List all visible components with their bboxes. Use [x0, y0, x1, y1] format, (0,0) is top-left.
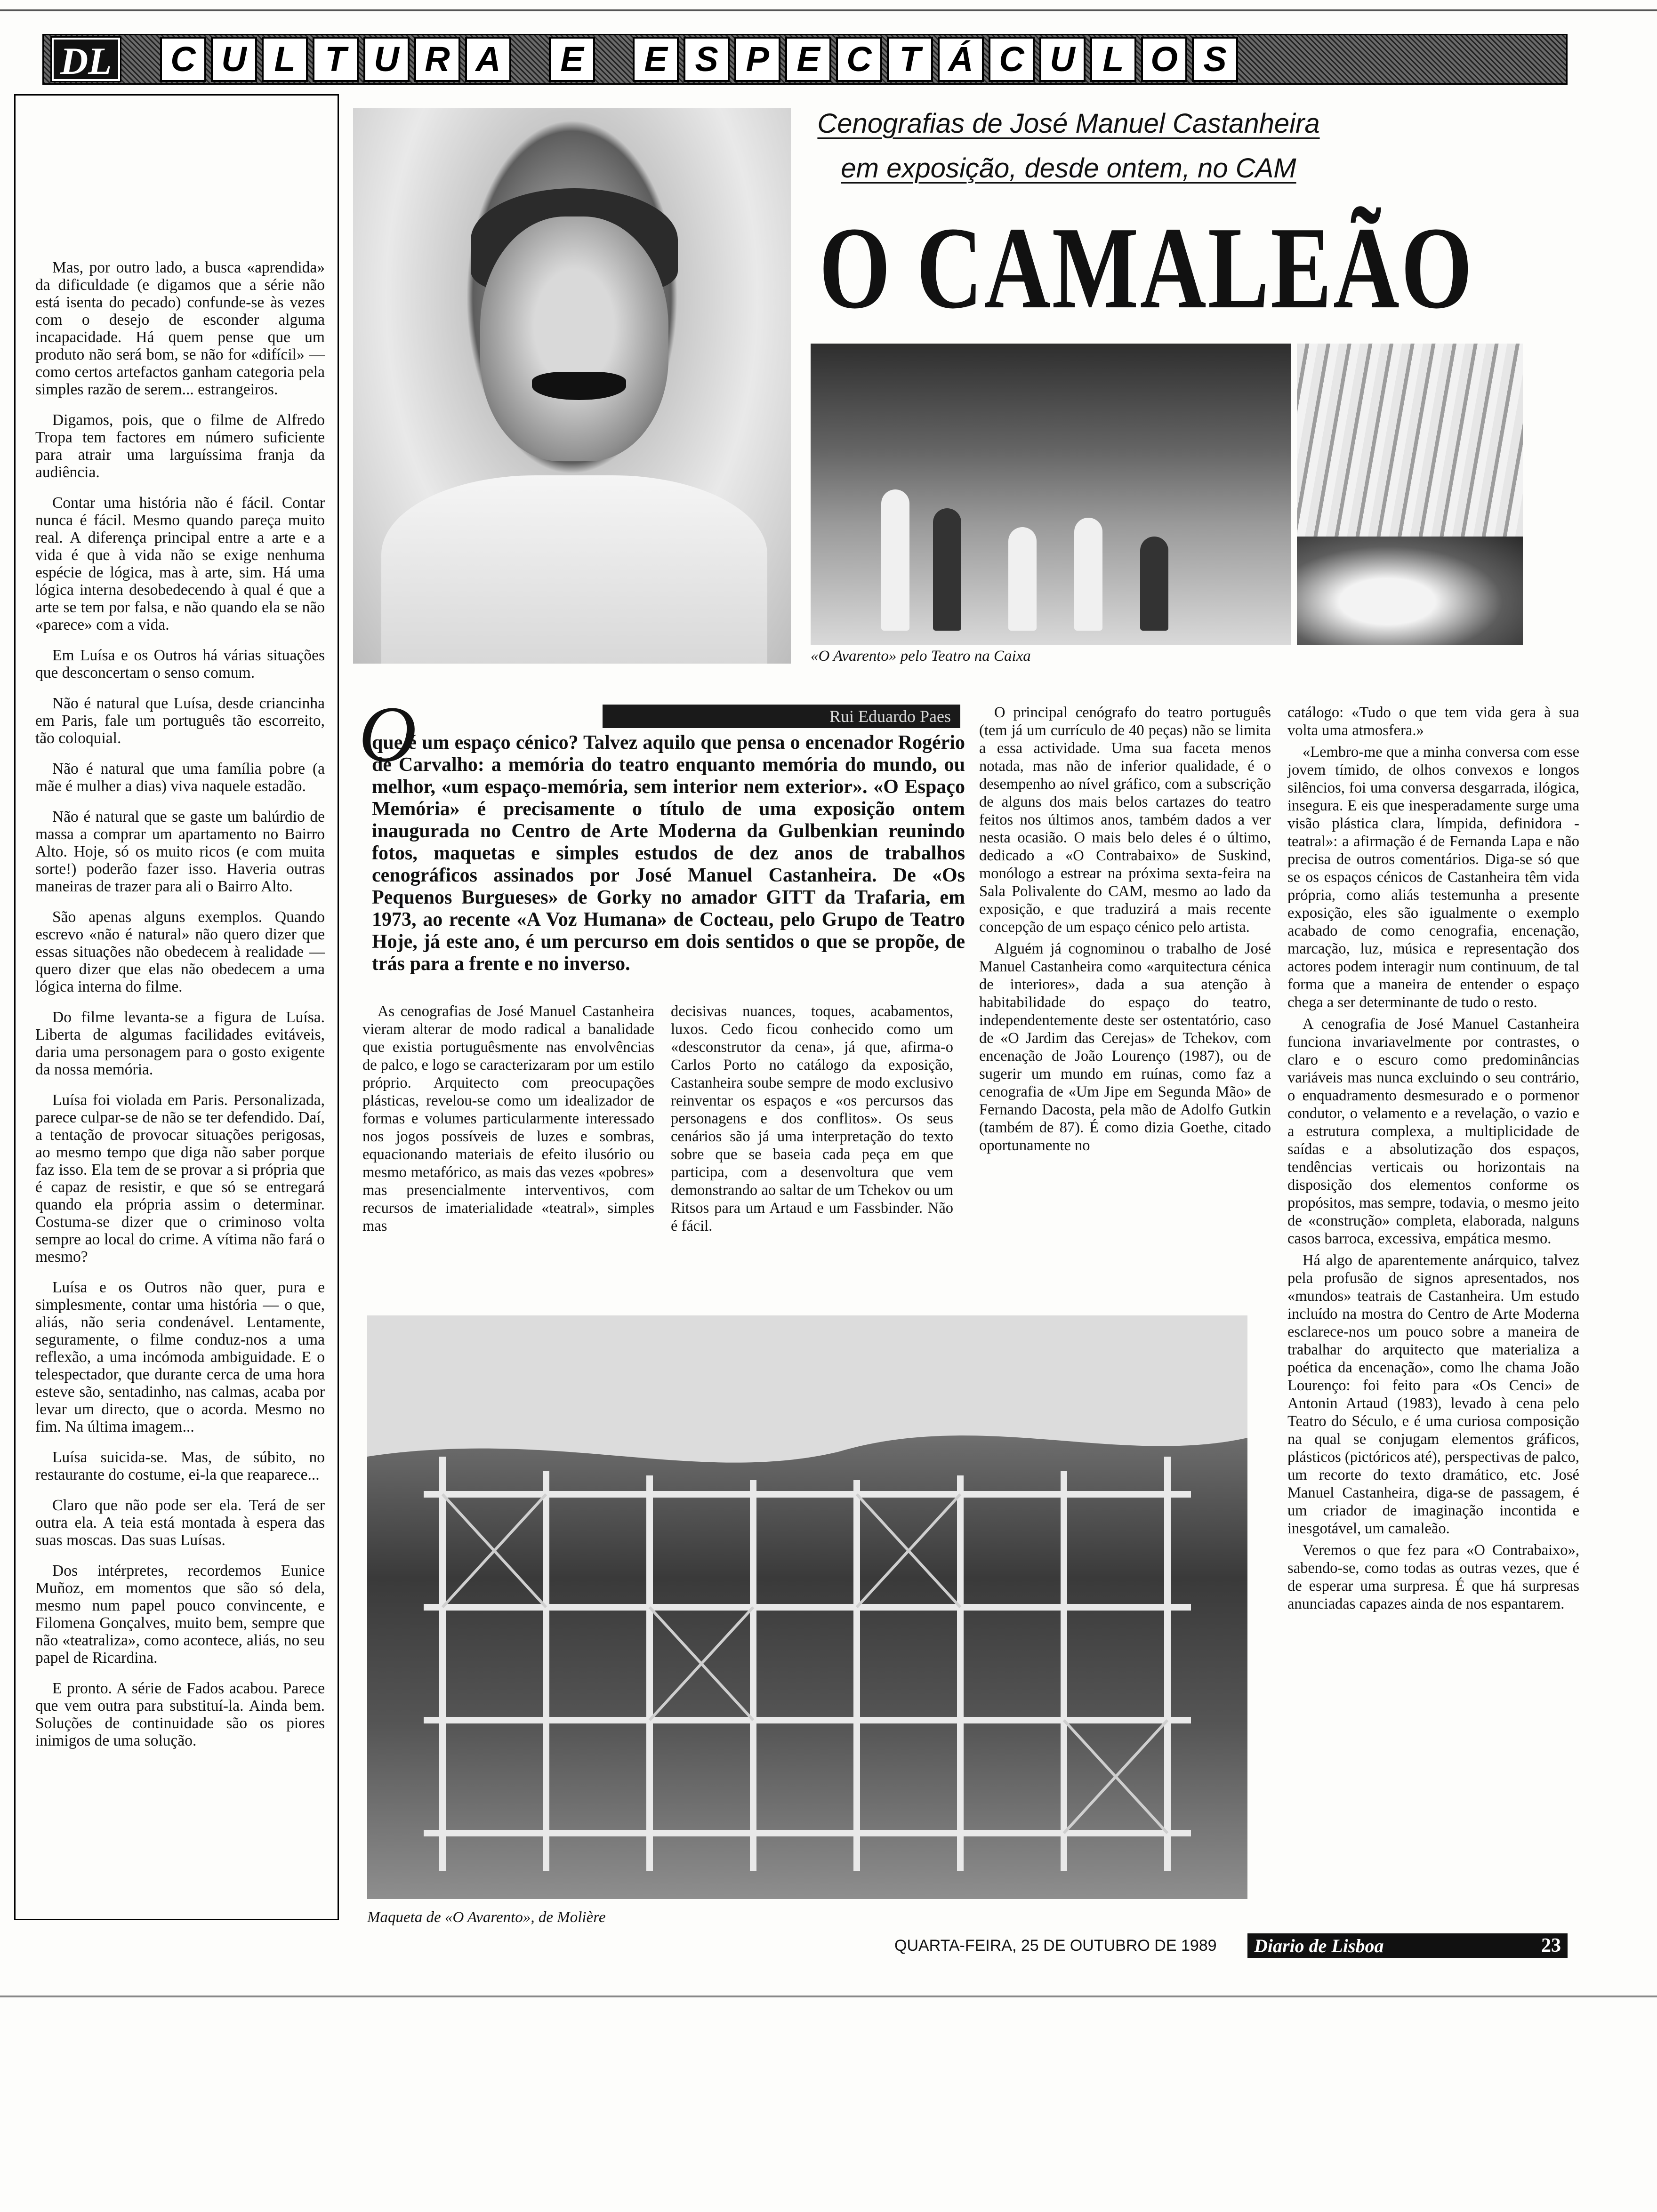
paragraph: O principal cenógrafo do teatro português (tem já um currículo de 40 peças) não se limita a essa actividade. Uma sua faceta menos notada, mas não de inferior qualidade, é o desempenho ao nível gráfico, com a subscrição de alguns dos mais belos cartazes do teatro feitos nos últimos anos, também dados a ver nesta ocasião. O mais belo deles é o último, dedicado a «O Contrabaixo» de Suskind, monólogo a estrear na próxima sexta-feira na Sala Polivalente do CAM, mesmo ao lado da exposição, e que traduzirá a mais recente concepção de um espaço cénico pelo artista.	[979, 704, 1271, 936]
kicker	[810, 101, 1327, 191]
body-column-4	[1287, 704, 1579, 1617]
actor-figure	[1140, 537, 1168, 631]
byline: Rui Eduardo Paes	[603, 705, 960, 728]
actor-figure	[1074, 518, 1102, 631]
section-letter-gap	[516, 37, 544, 82]
section-letter: R	[414, 37, 460, 82]
section-letter: S	[1192, 37, 1238, 82]
section-letter: E	[785, 37, 831, 82]
paragraph: Em Luísa e os Outros há várias situações que desconcertam o senso comum.	[35, 647, 325, 681]
paragraph: Mas, por outro lado, a busca «aprendida» da dificuldade (e digamos que a série não está isenta do pecado) confunde-se às vezes com o desejo de esconder alguma incapacidade. Há quem pense que um produto não será bom, se não for «difícil» — como certos artefactos ganham categoria pela simples razão de serem... estrangeiros.	[35, 259, 325, 398]
section-letter: U	[1039, 37, 1086, 82]
portrait-shirt	[381, 475, 767, 664]
section-letter: C	[836, 37, 882, 82]
curtain-stage	[1297, 537, 1523, 645]
section-letter: A	[465, 37, 511, 82]
paragraph: Do filme levanta-se a figura de Luísa. Liberta de algumas facilidades evitáveis, daria uma personagem para o gosto exigente da nossa memória.	[35, 1009, 325, 1078]
section-letter: T	[887, 37, 933, 82]
section-letter: E	[633, 37, 679, 82]
body-column-3	[979, 704, 1271, 1158]
paragraph: Luísa e os Outros não quer, pura e simplesmente, contar uma história — o que, aliás, não seria condenável. Lentamente, seguramente, o filme conduz-nos a uma reflexão, a uma incómoda ambiguidade. E o telespectador, que durante cerca de uma hora esteve são, sentadinho, nas calmas, acaba por levar um directo, que o acorda. Mesmo no fim. Na última imagem...	[35, 1279, 325, 1435]
section-letter: U	[363, 37, 410, 82]
portrait-face	[480, 216, 668, 461]
paragraph: As cenografias de José Manuel Castanheira vieram alterar de modo radical a banalidade que existia portuguêsmente nas envolvências de palco, e logo se caracterizaram por um estilo próprio. Arquitecto com preocupações plásticas, revelou-se como um idealizador de formas e volumes particularmente interessado nos jogos possíveis de luzes e sombras, equacionando materiais de efeito ilusório ou mesmo metafórico, as mais das vezes «pobres» mas presencialmente interventivos, com recursos de imaterialidade «teatral», simples mas	[362, 1003, 654, 1234]
theatre-photo-caption: «O Avarento» pelo Teatro na Caixa	[811, 648, 1031, 665]
paragraph: Veremos o que fez para «O Contrabaixo», sabendo-se, como todas as outras vezes, que é de esperar uma surpresa. É que há surpresas anunciadas capazes ainda de nos espantarem.	[1287, 1542, 1579, 1612]
theatre-photo	[811, 344, 1291, 645]
footer-masthead	[1247, 1933, 1568, 1958]
paragraph: Alguém já cognominou o trabalho de José Manuel Castanheira como «arquitectura cénica de interiores», dada a sua atenção à habitabilidade do espaço do teatro, independentemente deste ser ostentatório, caso de «O Jardim das Cerejas» de Tchekov, com encenação de João Lourenço (1987), ou de sugerir um mundo em ruínas, como faz a cenografia de «Um Jipe em Segunda Mão» de Fernando Dacosta, pela mão de Adolfo Gutkin (também de 87). É como dizia Goethe, citado oportunamente no	[979, 940, 1271, 1154]
paragraph: Não é natural que se gaste um balúrdio de massa a comprar um apartamento no Bairro Alto. Hoje, só os muito ricos (e com muita sorte!) poderão fazer isso. Haveria outras maneiras de trazer para ali o Bairro Alto.	[35, 808, 325, 895]
paragraph: Digamos, pois, que o filme de Alfredo Tropa tem factores em número suficiente para atrair uma larguíssima franja da audiência.	[35, 411, 325, 481]
section-letter: C	[989, 37, 1035, 82]
body-column-2	[671, 1002, 953, 1239]
paragraph: Dos intérpretes, recordemos Eunice Muñoz, em momentos que são só dela, mesmo num papel pouco convincente, e Filomena Gonçalves, muito bem, sempre que não «teatraliza», como acontece, aliás, no seu papel de Ricardina.	[35, 1562, 325, 1667]
paragraph: E pronto. A série de Fados acabou. Parece que vem outra para substituí-la. Ainda bem. Soluções de continuidade são os piores inimigos de uma solução.	[35, 1680, 325, 1749]
section-letter-gap	[600, 37, 628, 82]
lead-paragraph	[372, 732, 965, 975]
maquette-photo-caption: Maqueta de «O Avarento», de Molière	[367, 1909, 606, 1926]
paragraph: Luísa foi violada em Paris. Personalizada, parece culpar-se de não se ter defendido. Daí, a tentação de provocar situações perigosas, ao mesmo tempo que diga não saber porque faz isso. Ela tem de se provar a si própria que é capaz de resistir, e que só se entregará quando ela própria assim o determinar. Costuma-se dizer que o criminoso volta sempre ao local do crime. A vítima não fará o mesmo?	[35, 1091, 325, 1266]
paragraph: Contar uma história não é fácil. Contar nunca é fácil. Mesmo quando pareça muito real. A diferença principal entre a arte e a vida é que à vida não se exige nenhuma espécie de lógica, mas à arte, sim. Há uma lógica interna desobedecendo à qual é que a arte se tem por falsa, e não quando ela se não «parece» com a vida.	[35, 494, 325, 633]
body-column-1	[362, 1002, 654, 1239]
lead-dropcap: O	[359, 690, 417, 778]
section-letter: T	[313, 37, 359, 82]
paragraph: A cenografia de José Manuel Castanheira funciona invariavelmente por contrastes, o claro e o escuro como predominâncias variáveis mas nunca excluindo o seu contrário, o enquadramento desmesurado e o pormenor condutor, o velamento e a revelação, o vazio e a estrutura complexa, a multiplicidade de saídas e a absolutização dos espaços, tendências verticais ou horizontais na disposição dos elementos conforme os propósitos, mas sempre, todavia, o mesmo jeito de «construção» completa, elaborada, nalguns casos barroca, excessiva, empática mesmo.	[1287, 1016, 1579, 1247]
headline: O CAMALEÃO	[819, 203, 1474, 333]
newspaper-logo: DL	[52, 38, 120, 81]
section-letter: U	[211, 37, 257, 82]
masthead-name: Diario de Lisboa	[1254, 1935, 1384, 1956]
paragraph: decisivas nuances, toques, acabamentos, luxos. Cedo ficou conhecido como um «desconstrutor da cena», já que, afirma-o Carlos Porto no catálogo da exposição, Castanheira soube sempre de modo exclusivo reinventar os espaços e «os percursos das personagens e dos conflitos». Os seus cenários são já uma interpretação do texto sobre que se baseia cada peça em que participa, com a desenvoltura que vem demonstrando ao saltar de um Tchekov ou um Ritsos para um Artaud e um Fassbinder. Não é fácil.	[671, 1003, 953, 1234]
lead-text: que é um espaço cénico? Talvez aquilo que pensa o encenador Rogério de Carvalho: a memória do teatro enquanto memória do mundo, ou melhor, «um espaço-memória, sem interior nem exterior». «O Espaço Memória» é precisamente o título de uma exposição ontem inaugurada no Centro de Arte Moderna da Gulbenkian reunindo fotos, maquetas e simples estudos de dez anos de trabalhos cenográficos assinados por José Manuel Castanheira. De «Os Pequenos Burgueses» de Gorky no amador GITT da Trafaria, em 1973, ao recente «A Voz Humana» de Cocteau, pelo Grupo de Teatro Hoje, já este ano, é um percurso em dois sentidos o que se propõe, de trás para a frente e no inverso.	[372, 732, 965, 975]
actor-figure	[1008, 527, 1037, 631]
actor-figure	[881, 489, 909, 631]
portrait-photo	[353, 108, 791, 664]
kicker-line-1: Cenografias de José Manuel Castanheira	[817, 108, 1320, 139]
portrait-mustache	[532, 372, 626, 400]
bottom-rule	[0, 1996, 1657, 1997]
paragraph: Há algo de aparentemente anárquico, talvez pela profusão de signos apresentados, nos «mundos» teatrais de Castanheira. Um estudo incluído na mostra do Centro de Arte Moderna esclarece-nos um pouco sobre a maneira de trabalhar do arquitecto que materializa a poética da encenação», como lhe chama João Lourenço: foi feito para «Os Cenci» de Antonin Artaud (1983), levado à cena pelo Teatro do Século, e é uma curiosa composição na qual se conjugam elementos gráficos, plásticos (pictóricos até), perspectivas de palco, um recorte do texto dramático, etc. José Manuel Castanheira, diga-se de passagem, é um criador de imaginação incontida e inesgotável, um camaleão.	[1287, 1252, 1579, 1537]
section-letter: L	[262, 37, 308, 82]
maquette-structure-drawing	[367, 1315, 1247, 1899]
maquette-photo	[367, 1315, 1247, 1899]
section-letter: L	[1090, 37, 1136, 82]
actor-figure	[933, 508, 961, 631]
paragraph: Não é natural que Luísa, desde criancinha em Paris, fale um português tão escorreito, tão coloquial.	[35, 695, 325, 747]
paragraph: «Lembro-me que a minha conversa com esse jovem tímido, de olhos convexos e longos silêncios, foi uma conversa desgarrada, ilógica, insegura. E eis que inesperadamente surge uma visão plástica clara, límpida, definidora - teatral»: a afirmação é de Fernanda Lapa e não precisa de outros comentários. Diga-se só que se os espaços cénicos de Castanheira têm vida própria, como aliás testemunha a presente exposição, eles são igualmente o exemplo acabado de como cenografia, encenação, marcação, luz, música e representação dos actores podem interagir num continuum, de tal forma que a maneira de entender o espaço chega a ser determinante de tudo o resto.	[1287, 744, 1579, 1011]
left-column-text	[35, 259, 325, 1763]
section-letter: Á	[938, 37, 984, 82]
paragraph: São apenas alguns exemplos. Quando escrevo «não é natural» não quero dizer que essas situações não obedecem à realidade — quero dizer que elas não obedecem a uma lógica interna do filme.	[35, 908, 325, 995]
section-title	[160, 37, 1238, 82]
section-letter: O	[1141, 37, 1187, 82]
issue-date: QUARTA-FEIRA, 25 DE OUTUBRO DE 1989	[894, 1937, 1217, 1955]
kicker-line-2: em exposição, desde ontem, no CAM	[841, 153, 1296, 184]
section-letter: S	[684, 37, 730, 82]
section-letter: E	[549, 37, 595, 82]
paragraph: Luísa suicida-se. Mas, de súbito, no restaurante do costume, ei-la que reaparece...	[35, 1449, 325, 1483]
section-letter: C	[160, 37, 206, 82]
paragraph: catálogo: «Tudo o que tem vida gera à sua volta uma atmosfera.»	[1287, 704, 1579, 739]
curtain-photo	[1297, 344, 1523, 645]
section-letter: P	[734, 37, 780, 82]
top-rule	[0, 9, 1657, 11]
page-number: 23	[1541, 1935, 1561, 1956]
paragraph: Não é natural que uma família pobre (a mãe é mulher a dias) viva naquele estadão.	[35, 760, 325, 795]
paragraph: Claro que não pode ser ela. Terá de ser outra ela. A teia está montada à espera das suas moscas. Das suas Luísas.	[35, 1497, 325, 1549]
